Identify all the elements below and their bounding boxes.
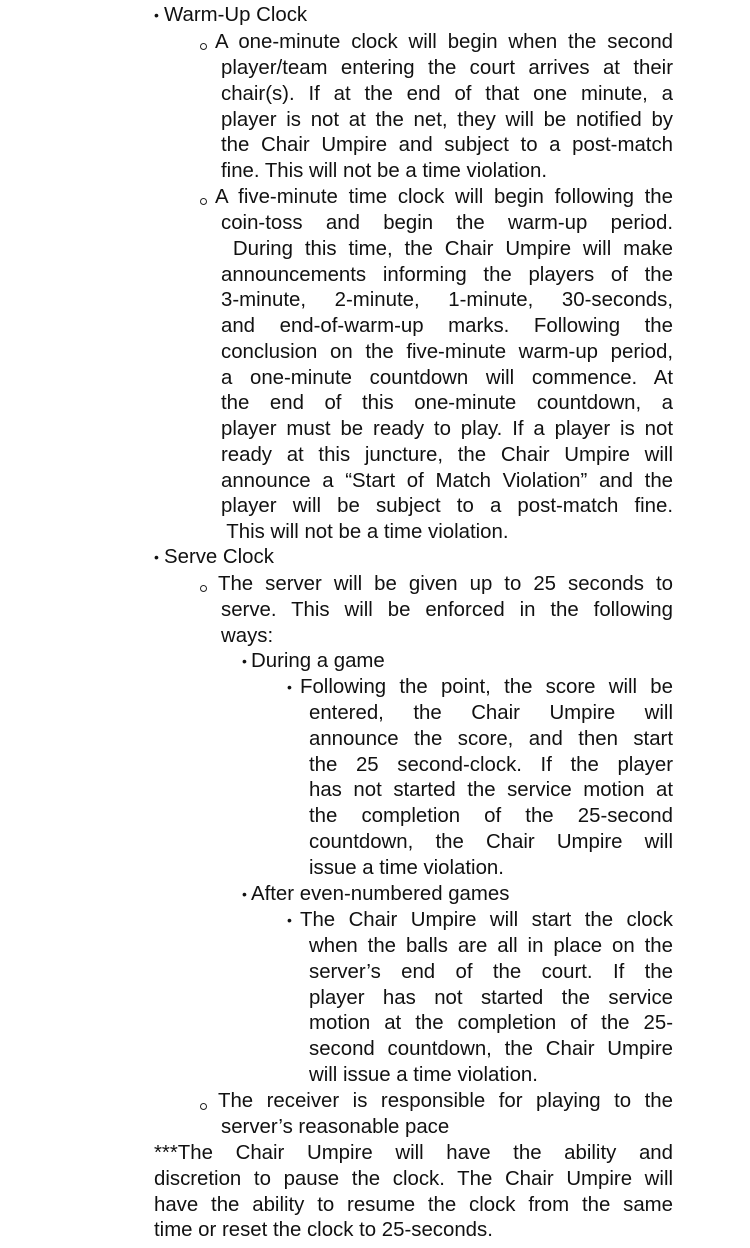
text-line: a one-minute countdown will commence. At (221, 366, 673, 389)
text-line: 3-minute, 2-minute, 1-minute, 30-seconds, (221, 289, 673, 312)
bullet-dot: • (242, 886, 247, 902)
even-games-detail-continued (309, 934, 673, 1089)
warm-up-item-2-continued (221, 211, 673, 546)
text-line: player is not at the net, they will be notified by (221, 108, 673, 131)
text-line: will issue a time violation. (309, 1063, 538, 1086)
text-line: the Chair Umpire and subject to a post-match (221, 134, 673, 157)
text-line: second countdown, the Chair Umpire (309, 1038, 673, 1060)
text-line: The receiver is responsible for playing to the (218, 1090, 673, 1112)
circle-bullet (200, 198, 207, 205)
text-line: announce a “Start of Match Violation” and the (221, 469, 673, 492)
text-line: server’s end of the court. If the (309, 960, 673, 983)
even-games-detail (300, 908, 673, 934)
text-line: time or reset the clock to 25-seconds. (154, 1219, 493, 1242)
text-line: ways: (221, 624, 274, 647)
text-line: A five-minute time clock will begin following the (215, 186, 673, 208)
cutoff-bullet-glyph (196, 0, 210, 1)
warm-up-item-2 (215, 185, 673, 211)
text-line: motion at the completion of the 25- (309, 1012, 673, 1035)
text-line: conclusion on the five-minute warm-up period, (221, 340, 673, 363)
bullet-dot: • (242, 653, 247, 669)
subheading-after-even-numbered-games: After even-numbered games (251, 883, 510, 905)
bullet-dot: • (154, 7, 159, 23)
during-game-detail (300, 675, 673, 701)
section-heading-warm-up-clock: Warm-Up Clock (164, 4, 308, 26)
text-line: During this time, the Chair Umpire will make (221, 237, 673, 260)
text-line: This will not be a time violation. (221, 521, 509, 543)
text-line: player will be subject to a post-match fine. (221, 495, 673, 518)
serve-item-1-continued (221, 598, 673, 650)
warm-up-item-1 (215, 30, 673, 56)
text-line: ready at this juncture, the Chair Umpire will (221, 443, 673, 466)
text-line: chair(s). If at the end of that one minute, a (221, 82, 673, 105)
serve-item-2 (218, 1089, 673, 1115)
subheading-during-a-game: During a game (251, 650, 385, 672)
text-line: the end of this one-minute countdown, a (221, 392, 673, 415)
text-line: player has not started the service (309, 986, 673, 1009)
text-line: when the balls are all in place on the (309, 935, 673, 957)
text-line: The server will be given up to 25 seconds to (218, 573, 673, 595)
text-line: fine. This will not be a time violation. (221, 160, 548, 182)
text-line: the completion of the 25-second (309, 805, 673, 827)
text-line: announcements informing the players of the (221, 263, 673, 286)
circle-bullet (200, 585, 207, 592)
text-line: have the ability to resume the clock from the same (154, 1193, 673, 1216)
circle-bullet (200, 43, 207, 50)
text-line: announce the score, and then start (309, 727, 673, 750)
bullet-dot: • (287, 679, 292, 695)
text-line: countdown, the Chair Umpire will (309, 830, 673, 853)
text-line: discretion to pause the clock. The Chair Umpire will (154, 1167, 673, 1190)
text-line: player must be ready to play. If a player is not (221, 418, 673, 440)
serve-item-1 (218, 572, 673, 598)
serve-item-2-continued (221, 1115, 673, 1141)
text-line: coin-toss and begin the warm-up period. (221, 212, 673, 234)
circle-bullet (200, 1103, 207, 1110)
text-line: the 25 second-clock. If the player (309, 753, 673, 776)
text-line: issue a time violation. (309, 856, 504, 879)
text-line: Following the point, the score will be (300, 676, 673, 698)
warm-up-item-1-continued (221, 56, 673, 185)
text-line: serve. This will be enforced in the following (221, 599, 673, 621)
text-line: server’s reasonable pace (221, 1116, 450, 1138)
text-line: A one-minute clock will begin when the second (215, 31, 673, 53)
text-line: ***The Chair Umpire will have the ability and (154, 1142, 673, 1164)
text-line: player/team entering the court arrives at their (221, 57, 673, 79)
footnote (154, 1141, 673, 1244)
text-line: The Chair Umpire will start the clock (300, 909, 673, 931)
during-game-detail-continued (309, 701, 673, 881)
bullet-dot: • (287, 912, 292, 928)
text-line: entered, the Chair Umpire will (309, 702, 673, 724)
bullet-dot: • (154, 549, 159, 565)
text-line: has not started the service motion at (309, 779, 673, 802)
text-line: and end-of-warm-up marks. Following the (221, 315, 673, 337)
section-heading-serve-clock: Serve Clock (164, 546, 274, 568)
